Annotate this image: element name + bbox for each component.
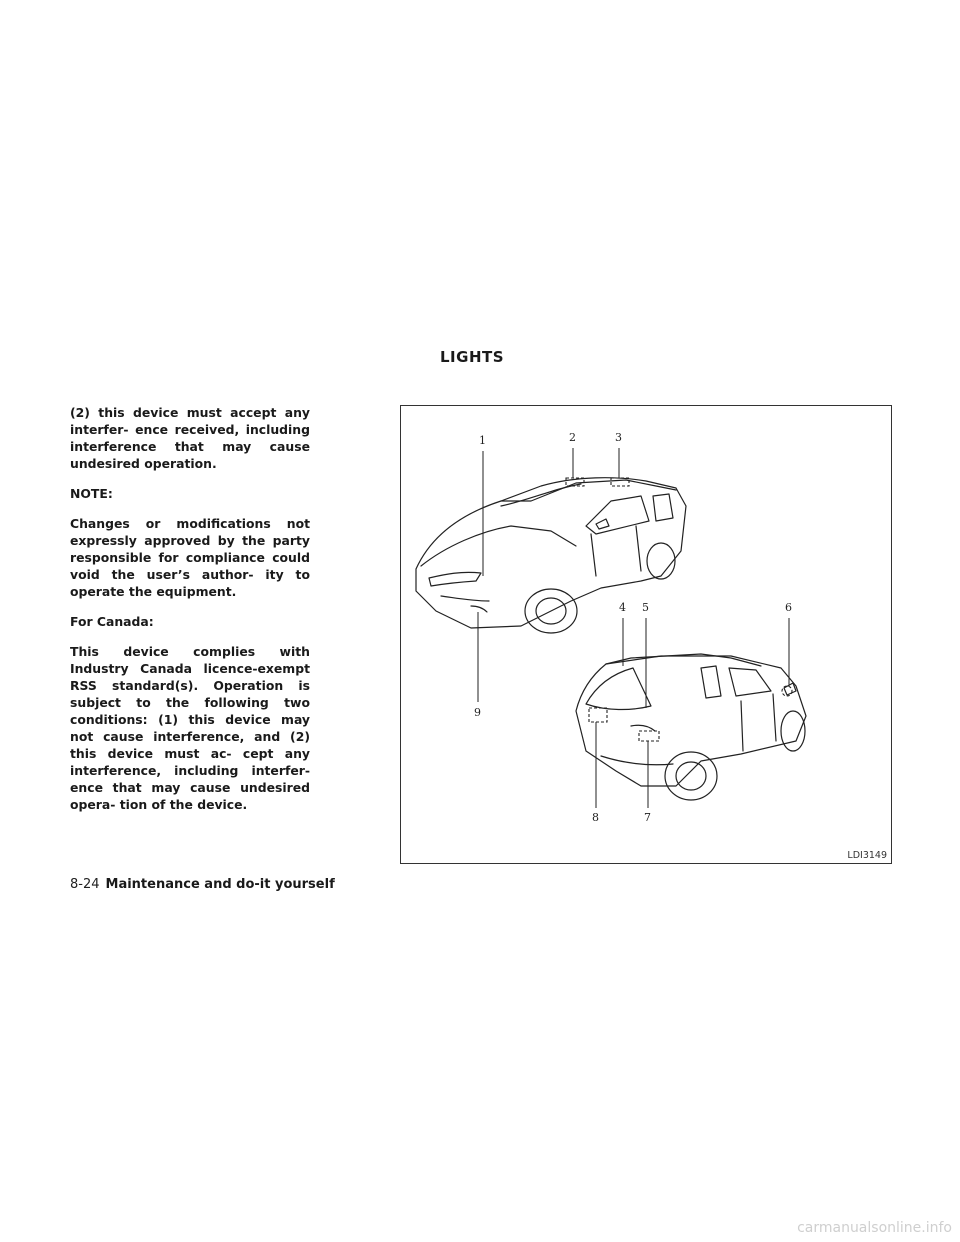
callout-6: 6 [785, 601, 792, 614]
rear-car-mirror [784, 683, 796, 695]
figure-code: LDI3149 [847, 850, 887, 861]
callout-1: 1 [479, 434, 486, 447]
body-text-column [70, 404, 310, 826]
front-car-side-window [586, 496, 649, 534]
callout-9: 9 [474, 706, 481, 719]
light-box-7 [639, 731, 659, 741]
front-car-rear-wheel [647, 543, 675, 579]
rear-car-side-windows [701, 666, 771, 698]
rear-car-rear-wheel [665, 752, 717, 800]
page-footer [70, 877, 335, 892]
paragraph-continuation: (2) this device must accept any interfer- ence received, including interference that may cause undesired operation. [70, 405, 310, 471]
rear-car-taillight [631, 725, 655, 731]
chapter-title: Maintenance and do-it yourself [105, 877, 335, 892]
light-box-8 [589, 708, 607, 722]
lights-figure [400, 405, 892, 864]
section-title: LIGHTS [440, 348, 505, 366]
rear-car-body [576, 656, 806, 786]
front-car-roof [501, 480, 676, 501]
front-car-headlight [429, 572, 481, 586]
canada-heading: For Canada: [70, 614, 154, 629]
front-car-windshield [501, 484, 581, 506]
note-heading: NOTE: [70, 486, 113, 501]
callout-4: 4 [619, 601, 626, 614]
front-car-rear-window [653, 494, 673, 521]
callout-2: 2 [569, 431, 576, 444]
rear-car-door-line [741, 694, 776, 751]
watermark: carmanualsonline.info [797, 1220, 952, 1236]
page-number: 8-24 [70, 877, 100, 892]
note-paragraph: Changes or modifications not expressly approved by the party responsible for compliance could void the user’s author- ity to operate the equipment. [70, 516, 310, 599]
rear-car-bumper [601, 756, 673, 765]
callout-8: 8 [592, 811, 599, 824]
callout-7: 7 [644, 811, 651, 824]
canada-paragraph: This device complies with Industry Canada licence-exempt RSS standard(s). Operation is subject to the following two conditions: (1) this device may not cause interference, and (2) this device must ac- cept any interference, including interfer- ence that may cause undesired opera- tion of the device. [70, 644, 310, 812]
front-car-fog-light [471, 606, 487, 612]
callout-5: 5 [642, 601, 649, 614]
front-car-mirror [596, 519, 609, 529]
light-box-3 [611, 478, 629, 486]
callout-3: 3 [615, 431, 622, 444]
rear-car-front-wheel [781, 711, 805, 751]
front-car-grille [441, 596, 489, 601]
car-illustration [401, 406, 891, 863]
